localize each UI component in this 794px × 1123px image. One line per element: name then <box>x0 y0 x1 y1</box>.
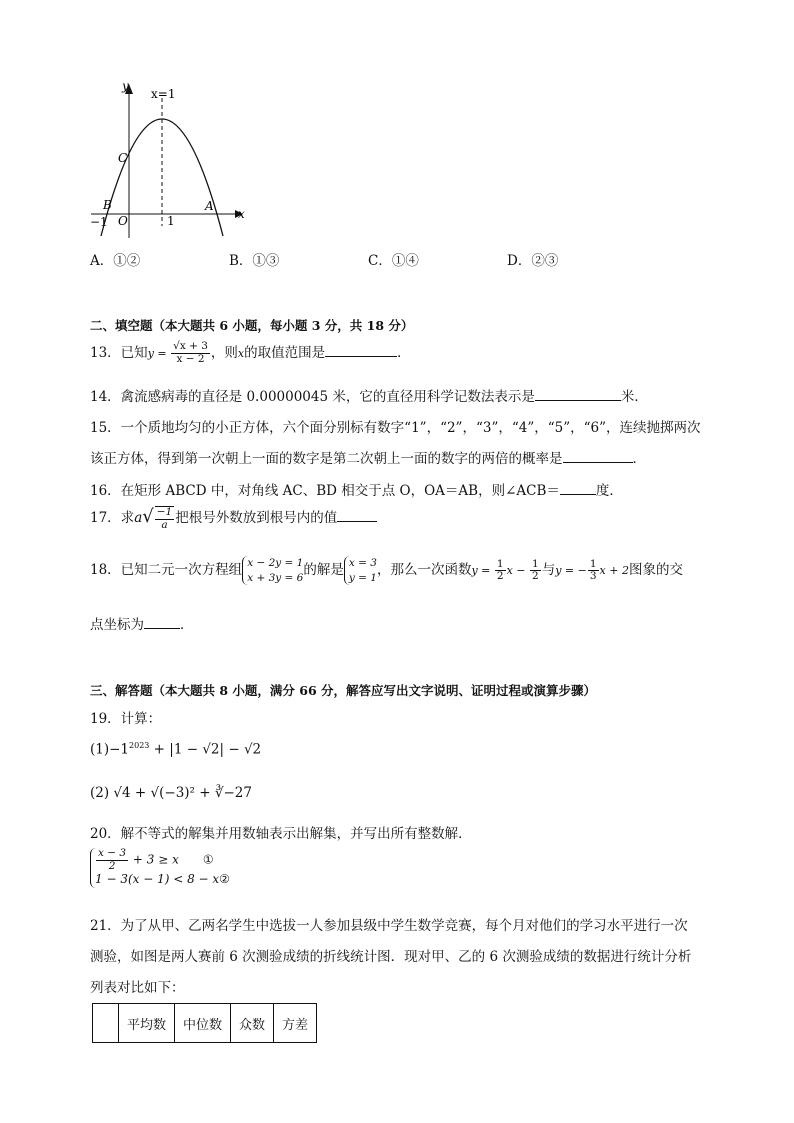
text-fragment: 16．在矩形 ABCD 中，对角线 AC、BD 相交于点 O，OA＝AB，则∠ACB＝ <box>90 483 560 499</box>
text-fragment: 把根号外数放到根号内的值 <box>175 510 338 527</box>
text-fragment: y = − <box>555 564 587 578</box>
question-13 <box>90 341 411 366</box>
text-fragment: 点坐标为 <box>90 617 144 633</box>
tick-neg-label: −1 <box>90 215 108 229</box>
text-fragment: a <box>161 518 168 531</box>
parabola-graph <box>85 78 260 243</box>
option-d <box>507 249 558 269</box>
text-fragment: + |1 − √2| − √2 <box>149 741 262 758</box>
text-fragment: 18．已知二元一次方程组 <box>90 562 243 579</box>
text-fragment: = <box>153 347 171 360</box>
text-fragment: 14．禽流感病毒的直径是 0.00000045 米，它的直径用科学记数法表示是 <box>90 389 535 405</box>
section3-title: 三、解答题（本大题共 8 小题，满分 66 分，解答应写出文字说明、证明过程或演算步骤） <box>90 683 597 698</box>
text-fragment: x − 2 <box>176 353 205 365</box>
question-21-line2: 测验，如图是两人赛前 6 次测验成绩的折线统计图．现对甲、乙的 6 次测验成绩的数据进行统计分析 <box>90 949 692 965</box>
text-fragment: 17．求 <box>90 510 135 527</box>
text-fragment: 13．已知 <box>90 345 148 361</box>
text-fragment: (2) <box>90 785 110 801</box>
text-fragment: 2 <box>496 570 504 583</box>
text-fragment: −1 <box>109 741 130 758</box>
section2-title: 二、填空题（本大题共 6 小题，每小题 3 分，共 18 分） <box>90 318 414 333</box>
text-fragment: ② <box>219 872 230 887</box>
text-fragment: 2023 <box>129 741 150 750</box>
option-a <box>90 249 140 269</box>
point-b-label: B <box>103 198 112 212</box>
text-fragment: + 3 ≥ x <box>129 852 179 867</box>
x-axis-label: x <box>238 207 245 221</box>
question-19-part1 <box>90 741 261 758</box>
option-text: ①④ <box>391 253 419 269</box>
option-text: ①② <box>113 253 141 269</box>
text-fragment: a <box>134 510 143 527</box>
text-fragment: ，那么一次函数 <box>376 562 472 579</box>
text-fragment: 与 <box>541 562 556 579</box>
text-fragment: 1 <box>496 557 504 570</box>
stats-table <box>92 1003 317 1043</box>
question-15-line1: 15．一个质地均匀的小正方体，六个面分别标有数字“1”，“2”，“3”，“4”，“5”，“6”，连续抛掷两次 <box>90 420 701 436</box>
table-header-row <box>93 1004 317 1043</box>
text-fragment: 3 <box>589 570 597 583</box>
answer-blank <box>560 494 596 495</box>
text-fragment: x + 3y = 6 <box>247 571 304 584</box>
text-fragment: 1 <box>589 557 597 570</box>
text-fragment: 米． <box>620 389 648 405</box>
question-19-part2 <box>90 785 252 801</box>
tick-one-label: 1 <box>167 214 175 228</box>
text-fragment: 的解是 <box>303 562 344 579</box>
question-17: 17．求a√ $\frac{-1}{a}$ 把根号外数放到根号内的值 <box>90 506 377 531</box>
text-fragment: x <box>237 347 245 360</box>
text-fragment: x − 3 <box>98 847 127 859</box>
text-fragment: ① <box>202 852 214 867</box>
text-fragment: x = 3 <box>348 557 377 569</box>
table-header-cell: 平均数 <box>119 1004 175 1043</box>
question-15-line2 <box>90 447 646 467</box>
answer-blank <box>535 400 621 401</box>
text-fragment: x − <box>506 564 529 578</box>
table-header-cell: 众数 <box>231 1004 274 1043</box>
table-header-cell: 方差 <box>274 1004 317 1043</box>
answer-blank <box>337 521 377 522</box>
answer-blank <box>144 628 180 629</box>
text-fragment: x − 2y = 1 <box>247 557 304 569</box>
text-fragment: x + 2 <box>599 564 629 578</box>
text-fragment: ，则 <box>210 345 238 361</box>
text-fragment: 1 <box>532 557 539 570</box>
question-18-line1 <box>90 556 683 585</box>
option-letter: D． <box>507 253 532 269</box>
question-20-title: 20．解不等式的解集并用数轴表示出解集，并写出所有整数解． <box>90 826 472 842</box>
question-21-line1: 21．为了从甲、乙两名学生中选拔一人参加县级中学生数学竞赛，每个月对他们的学习水平进行一次 <box>90 918 688 934</box>
option-letter: B． <box>229 253 253 269</box>
question-14 <box>90 385 648 405</box>
text-fragment: 的取值范围是 <box>244 345 326 361</box>
origin-label: O <box>118 214 128 228</box>
option-text: ②③ <box>531 253 559 269</box>
text-fragment: 2 <box>532 570 539 583</box>
text-fragment: y <box>147 347 154 360</box>
text-fragment: ． <box>397 345 411 361</box>
text-fragment: √x + 3 <box>173 340 208 353</box>
text-fragment: 1 − 3(x − 1) < 8 − x <box>95 872 220 887</box>
question-18-line2 <box>90 613 194 633</box>
option-text: ①③ <box>252 253 280 269</box>
text-fragment: 该正方体，得到第一次朝上一面的数字是第二次朝上一面的数字的两倍的概率是 <box>90 451 563 467</box>
text-fragment: (1) <box>90 741 110 758</box>
y-axis-label: y <box>122 79 129 93</box>
text-fragment: y = <box>471 564 494 578</box>
option-b <box>229 249 279 269</box>
text-fragment: √4 + √(−3)² + ∛−27 <box>113 785 252 801</box>
question-21-line3: 列表对比如下： <box>90 980 185 996</box>
text-fragment: 度． <box>595 483 623 499</box>
text-fragment: ． <box>632 451 646 467</box>
answer-blank <box>563 462 633 463</box>
text-fragment: −1 <box>156 506 173 518</box>
option-letter: A． <box>90 253 114 269</box>
symmetry-axis-label: x=1 <box>151 87 176 101</box>
text-fragment: 图象的交 <box>628 562 683 579</box>
text-fragment: y = 1 <box>348 571 377 584</box>
point-a-label: A <box>205 199 214 213</box>
option-letter: C． <box>368 253 392 269</box>
text-fragment: ． <box>180 617 194 633</box>
table-header-cell: 中位数 <box>175 1004 231 1043</box>
option-c <box>368 249 419 269</box>
point-c-label: C <box>118 151 128 165</box>
table-header-cell <box>93 1004 119 1043</box>
question-19-title: 19．计算： <box>90 711 162 727</box>
text-fragment: 2 <box>108 859 116 872</box>
answer-blank <box>325 356 397 357</box>
inequality-system <box>90 848 230 888</box>
question-16 <box>90 479 623 499</box>
